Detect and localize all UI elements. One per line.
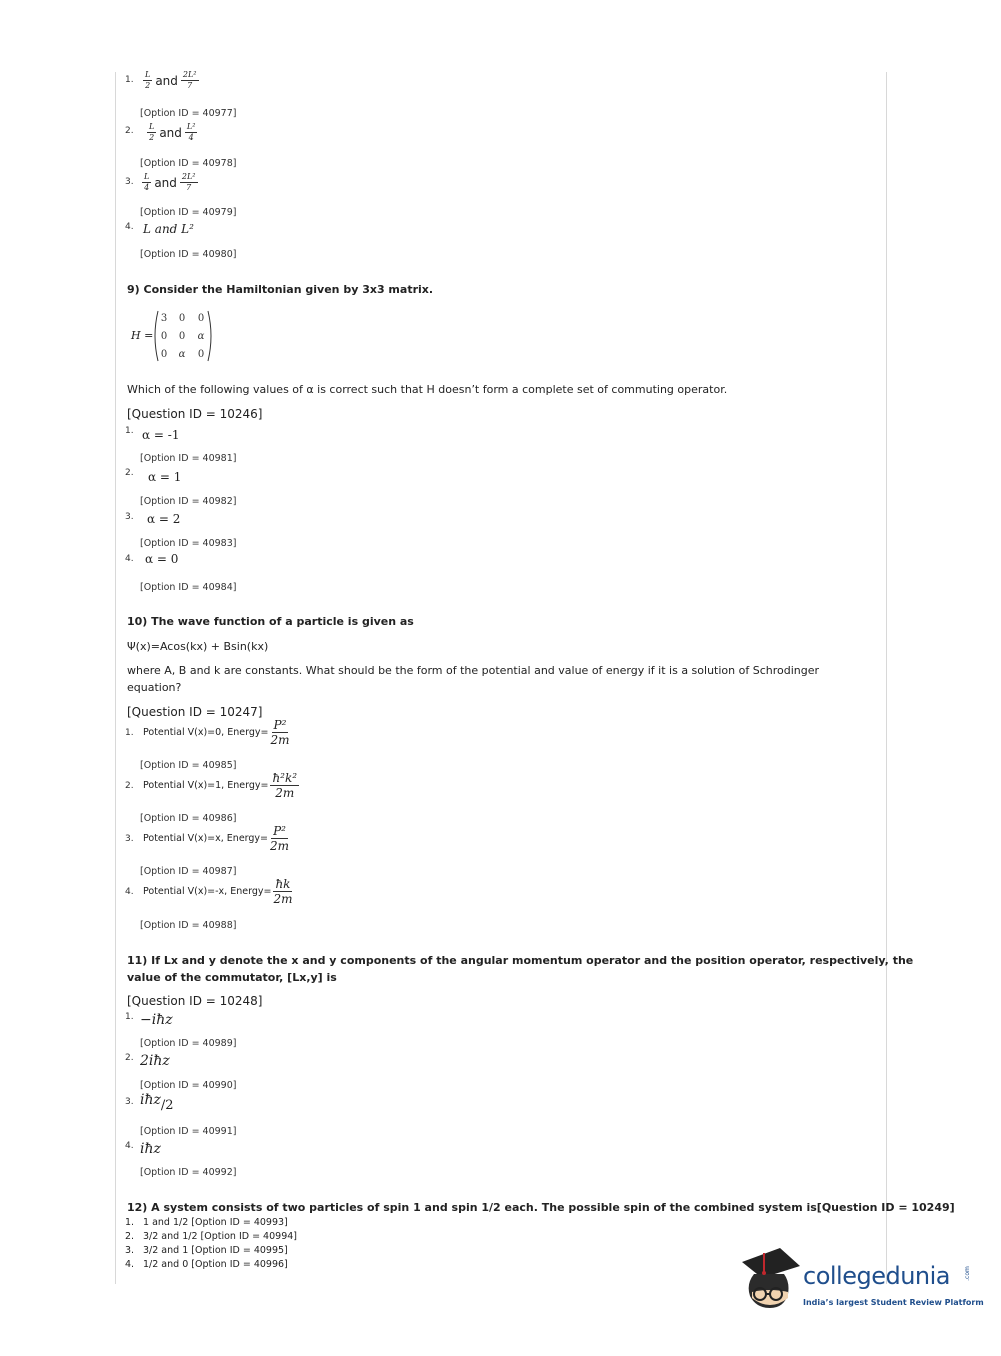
matrix-cell: 0: [197, 349, 205, 360]
q10-option-1-id: [Option ID = 40985]: [140, 760, 237, 771]
q10-question-id: [Question ID = 10247]: [127, 705, 263, 719]
q9-matrix: [152, 309, 216, 363]
q8-option-4-id: [Option ID = 40980]: [140, 249, 237, 260]
q11-option-2-id: [Option ID = 40990]: [140, 1080, 237, 1091]
q10-option-2-id: [Option ID = 40986]: [140, 813, 237, 824]
q10-option-1: 1. Potential V(x)=0, Energy= $\frac{\text{P²}}{2m}$: [125, 718, 290, 747]
q10-wave-function: Ψ(x)=Acos(kx) + Bsin(kx): [127, 640, 269, 653]
q11-option-2: 2iħz: [140, 1053, 170, 1069]
q8-option-3: $\frac{L}{4}$ and $\frac{\text{2L²}}{7}$: [144, 172, 196, 192]
q11-option-4-number: 4.: [125, 1141, 134, 1151]
logo-wordmark: collegedunia: [803, 1262, 951, 1290]
logo-tagline: India’s largest Student Review Platform: [803, 1298, 984, 1307]
q12-option-1: 1. 1 and 1/2 [Option ID = 40993]: [125, 1217, 288, 1228]
q8-option-1: $\frac{L}{2}$ and $\frac{\text{2L²}}{7}$: [145, 70, 197, 90]
q10-option-4-id: [Option ID = 40988]: [140, 920, 237, 931]
q10-option-3-id: [Option ID = 40987]: [140, 866, 237, 877]
q9-option-1-id: [Option ID = 40981]: [140, 453, 237, 464]
q11-option-4: iħz: [140, 1141, 161, 1157]
matrix-cell: 0: [160, 331, 168, 342]
q9-title: 9) Consider the Hamiltonian given by 3x3 matrix.: [127, 283, 434, 296]
q11-text-line-1: 11) If Lx and y denote the x and y components of the angular momentum operator and the position operator, respectively, the: [127, 954, 914, 967]
q9-option-3-number: 3.: [125, 512, 134, 522]
q8-option-2: $\frac{L}{2}$ and $\frac{\text{L²}}{4}$: [149, 122, 196, 142]
q10-option-3: 3. Potential V(x)=x, Energy= $\frac{\text{P²}}{2m}$: [125, 824, 290, 853]
q12-option-4: 4. 1/2 and 0 [Option ID = 40996]: [125, 1259, 288, 1270]
q8-option-2-number: 2.: [125, 126, 134, 136]
q10-option-2: 2. Potential V(x)=1, Energy= $\frac{\text{ħ²k²}}{2m}$: [125, 771, 298, 800]
q11-option-1-number: 1.: [125, 1012, 134, 1022]
q11-option-2-number: 2.: [125, 1053, 134, 1063]
q10-option-4: 4. Potential V(x)=-x, Energy= $\frac{ħk}{2m}$: [125, 877, 293, 906]
q8-option-3-id: [Option ID = 40979]: [140, 207, 237, 218]
q9-option-3: α = 2: [147, 512, 181, 526]
q11-option-1: −iħz: [140, 1012, 173, 1028]
q8-option-4-number: 4.: [125, 222, 134, 232]
q9-option-1-number: 1.: [125, 426, 134, 436]
logo-com: .com: [963, 1266, 971, 1281]
q8-option-3-number: 3.: [125, 177, 134, 187]
q9-option-2-number: 2.: [125, 468, 134, 478]
q10-title: 10) The wave function of a particle is given as: [127, 615, 414, 628]
q9-option-4-id: [Option ID = 40984]: [140, 582, 237, 593]
q12-title: 12) A system consists of two particles of spin 1 and spin 1/2 each. The possible spin of the combined system is[Question ID = 10249]: [127, 1201, 955, 1214]
matrix-cell: 0: [178, 331, 186, 342]
q8-option-1-number: 1.: [125, 75, 134, 85]
q11-option-4-id: [Option ID = 40992]: [140, 1167, 237, 1178]
q9-option-4: α = 0: [145, 552, 179, 566]
q8-option-2-id: [Option ID = 40978]: [140, 158, 237, 169]
matrix-cell: 0: [178, 313, 186, 324]
q9-option-4-number: 4.: [125, 554, 134, 564]
q9-option-1: α = -1: [142, 428, 180, 442]
matrix-cell: α: [178, 349, 186, 360]
q10-text-line-2: equation?: [127, 681, 182, 694]
q9-matrix-label: H =: [131, 329, 154, 342]
q10-text-line-1: where A, B and k are constants. What should be the form of the potential and value of energy if it is a solution of Schrodinger: [127, 664, 820, 677]
q8-option-4: L and L²: [143, 222, 194, 236]
matrix-cell: 0: [160, 349, 168, 360]
q11-option-3: iħz/2: [140, 1092, 174, 1113]
q9-question-id: [Question ID = 10246]: [127, 407, 263, 421]
matrix-cell: 0: [197, 313, 205, 324]
q11-option-3-id: [Option ID = 40991]: [140, 1126, 237, 1137]
q11-question-id: [Question ID = 10248]: [127, 994, 263, 1008]
collegedunia-mascot-icon: [740, 1248, 802, 1314]
q11-option-1-id: [Option ID = 40989]: [140, 1038, 237, 1049]
matrix-cell: α: [197, 331, 205, 342]
q9-text: Which of the following values of α is correct such that H doesn’t form a complete set of commuting operator.: [127, 383, 728, 396]
q9-option-2: α = 1: [148, 470, 182, 484]
q11-text-line-2: value of the commutator, [Lx,y] is: [127, 971, 337, 984]
q8-option-1-id: [Option ID = 40977]: [140, 108, 237, 119]
matrix-cell: 3: [160, 313, 168, 324]
q12-option-3: 3. 3/2 and 1 [Option ID = 40995]: [125, 1245, 288, 1256]
q12-option-2: 2. 3/2 and 1/2 [Option ID = 40994]: [125, 1231, 297, 1242]
q11-option-3-number: 3.: [125, 1097, 134, 1107]
q9-option-2-id: [Option ID = 40982]: [140, 496, 237, 507]
q9-option-3-id: [Option ID = 40983]: [140, 538, 237, 549]
